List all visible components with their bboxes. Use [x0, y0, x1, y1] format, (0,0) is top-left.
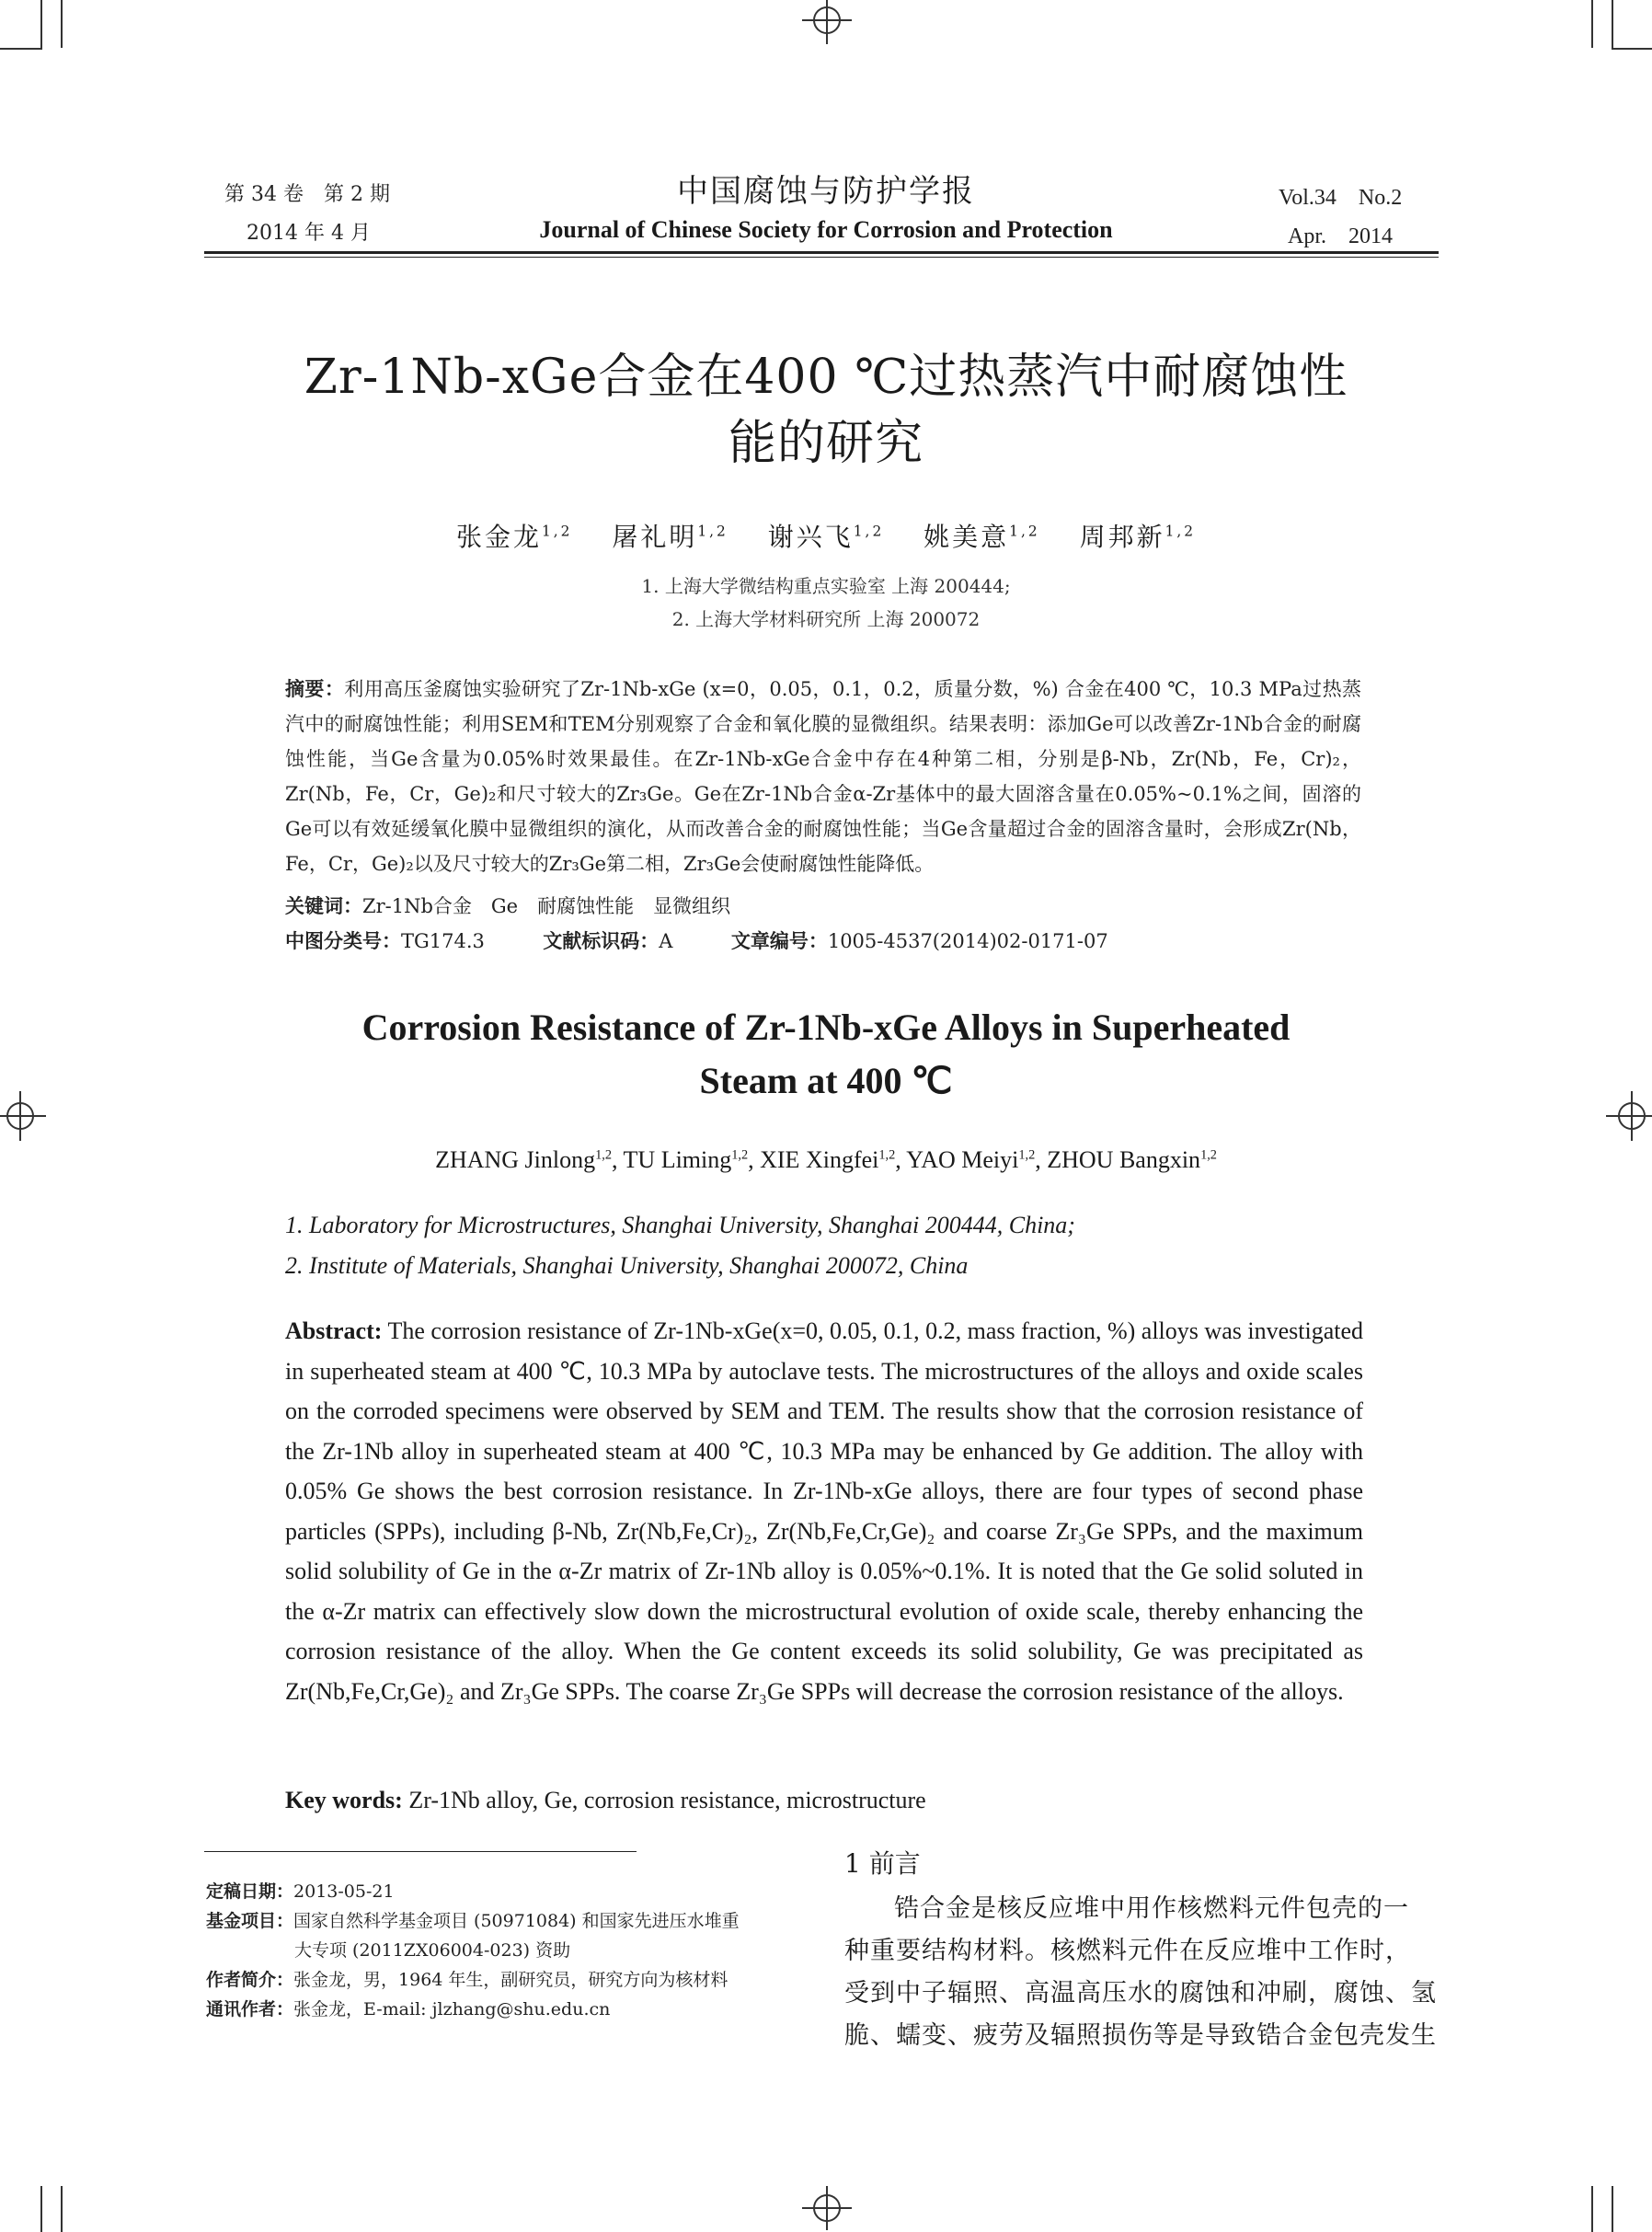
- keywords-cn: [285, 889, 1361, 924]
- author-en: ZHOU Bangxin$^{1,2}$: [1047, 1146, 1217, 1173]
- registration-mark-top: [802, 0, 852, 50]
- registration-mark-bottom: [802, 2180, 852, 2230]
- footnote-corresponding: 通讯作者：张金龙，E-mail: jlzhang@shu.edu.cn: [206, 1999, 611, 2019]
- date-cn: 2014 年 4 月: [247, 222, 371, 245]
- classification-line: [285, 924, 1361, 959]
- author-en: TU Liming$^{1,2}$: [623, 1146, 749, 1173]
- affiliation-cn-1: 1. 上海大学微结构重点实验室 上海 200444;: [641, 575, 1011, 597]
- paper-title-cn-line1: Zr-1Nb-xGe合金在400 ℃过热蒸汽中耐腐蚀性: [304, 350, 1348, 405]
- volume-issue-cn: 第 34 卷 第 2 期: [224, 183, 390, 206]
- author-en: ZHANG Jinlong$^{1,2}$: [435, 1146, 612, 1173]
- authors-cn: [0, 517, 1652, 554]
- author-en: XIE Xingfei$^{1,2}$: [760, 1146, 896, 1173]
- affiliation-cn-2: 2. 上海大学材料研究所 上海 200072: [671, 608, 981, 630]
- abstract-en-label: Abstract:: [285, 1317, 383, 1344]
- author-cn: 周邦新$^{1,2}$: [1079, 522, 1197, 552]
- header-rule-thin: [204, 257, 1439, 258]
- footnote-rule: [204, 1851, 637, 1852]
- volume-issue-en: Vol.34 No.2: [1279, 186, 1403, 210]
- footnotes: [206, 1877, 813, 2024]
- doc-code-label: 文献标识码：: [543, 929, 660, 952]
- affiliation-en-1: 1. Laboratory for Microstructures, Shanghai University, Shanghai 200444, China;: [285, 1212, 1075, 1238]
- footnote-fund-cont: 大专项 (2011ZX06004-023) 资助: [294, 1940, 571, 1961]
- intro-line: 种重要结构材料。核燃料元件在反应堆中工作时，: [844, 1937, 1411, 1965]
- affiliations-cn: [0, 570, 1652, 636]
- paper-title-cn: [0, 344, 1652, 477]
- authors-en: ZHANG Jinlong$^{1,2}$, TU Liming$^{1,2}$, XIE Xingfei$^{1,2}$, YAO Meiyi$^{1,2}$, ZHOU Bangxin$^{1,2}$: [435, 1146, 1217, 1173]
- footnote-author: 作者简介：张金龙，男，1964 年生，副研究员，研究方向为核材料: [206, 1970, 728, 1990]
- clc-label: 中图分类号：: [285, 929, 401, 952]
- abstract-cn-text: 利用高压釜腐蚀实验研究了Zr-1Nb-xGe (x=0，0.05，0.1，0.2，质量分数，%) 合金在400 ℃，10.3 MPa过热蒸汽中的耐腐蚀性能；利用SEM和TEM分别观察了合金和氧化膜的显微组织。结果表明：添加Ge可以改善Zr-1Nb合金的耐腐蚀性能，当Ge含量为0.05%时效果最佳。在Zr-1Nb-xGe合金中存在4种第二相，分别是β-Nb，Zr(Nb，Fe，Cr)₂，Zr(Nb，Fe，Cr，Ge)₂和尺寸较大的Zr₃Ge。Ge在Zr-1Nb合金α-Zr基体中的最大固溶含量在0.05%~0.1%之间，固溶的Ge可以有效延缓氧化膜中显微组织的演化，从而改善合金的耐腐蚀性能；当Ge含量超过合金的固溶含量时，会形成Zr(Nb，Fe，Cr，Ge)₂以及尺寸较大的Zr₃Ge第二相，Zr₃Ge会使耐腐蚀性能降低。: [285, 678, 1361, 875]
- affiliation-en-2: 2. Institute of Materials, Shanghai University, Shanghai 200072, China: [285, 1252, 969, 1279]
- header-rule: [204, 251, 1439, 254]
- section-title-intro: 1 前言: [844, 1848, 921, 1879]
- keywords-en-label: Key words:: [285, 1787, 403, 1813]
- intro-line: 受到中子辐照、高温高压水的腐蚀和冲刷，腐蚀、氢: [844, 1979, 1437, 2008]
- journal-title-en: Journal of Chinese Society for Corrosion and Protection: [539, 216, 1113, 243]
- footnote-fund: 基金项目：国家自然科学基金项目 (50971084) 和国家先进压水堆重: [206, 1911, 740, 1931]
- clc-value: TG174.3: [401, 930, 485, 952]
- author-cn: 张金龙$^{1,2}$: [455, 522, 573, 552]
- doc-code-value: A: [659, 930, 673, 952]
- intro-line: 脆、蠕变、疲劳及辐照损伤等是导致锆合金包壳发生: [844, 2021, 1437, 2050]
- intro-paragraph: [844, 1888, 1439, 2057]
- abstract-en: [285, 1311, 1363, 1711]
- paper-title-en-line1: Corrosion Resistance of Zr-1Nb-xGe Alloys in Superheated: [361, 1007, 1291, 1048]
- date-en: Apr. 2014: [1288, 224, 1393, 248]
- affiliations-en: [285, 1205, 1389, 1286]
- abstract-en-text: The corrosion resistance of Zr-1Nb-xGe(x=0, 0.05, 0.1, 0.2, mass fraction, %) alloys was investigated in superheated steam at 400 ℃, 10.3 MPa by autoclave tests. The microstructures of the alloys and oxide scales on the corroded specimens were observed by SEM and TEM. The results show that the corrosion resistance of the Zr-1Nb alloy in superheated steam at 400 ℃, 10.3 MPa may be enhanced by Ge addition. The alloy with 0.05% Ge shows the best corrosion resistance. In Zr-1Nb-xGe alloys, there are four types of second phase particles (SPPs), including β-Nb, Zr(Nb,Fe,Cr)₂, Zr(Nb,Fe,Cr,Ge)₂ and coarse Zr₃Ge SPPs, and the maximum solid solubility of Ge in the α-Zr matrix of Zr-1Nb alloy is 0.05%~0.1%. It is noted that the Ge solid soluted in the α-Zr matrix can effectively slow down the microstructural evolution of oxide scale, thereby enhancing the corrosion resistance of the alloy. When the Ge content exceeds its solid solubility, Ge was precipitated as Zr(Nb,Fe,Cr,Ge)₂ and Zr₃Ge SPPs. The coarse Zr₃Ge SPPs will decrease the corrosion resistance of the alloys.: [285, 1317, 1363, 1705]
- keywords-en-text: Zr-1Nb alloy, Ge, corrosion resistance, microstructure: [408, 1787, 926, 1813]
- keywords-cn-label: 关键词：: [285, 894, 362, 917]
- author-cn: 姚美意$^{1,2}$: [924, 522, 1040, 552]
- author-en: YAO Meiyi$^{1,2}$: [906, 1146, 1036, 1173]
- article-no-value: 1005-4537(2014)02-0171-07: [827, 930, 1108, 952]
- article-no-label: 文章编号：: [730, 929, 828, 952]
- author-cn: 屠礼明$^{1,2}$: [612, 522, 728, 552]
- paper-title-cn-line2: 能的研究: [728, 416, 924, 471]
- paper-title-en: [0, 1001, 1652, 1108]
- keywords-en: [285, 1780, 1363, 1821]
- author-cn: 谢兴飞$^{1,2}$: [767, 522, 885, 552]
- keywords-cn-text: Zr-1Nb合金 Ge 耐腐蚀性能 显微组织: [362, 895, 731, 917]
- abstract-cn: [285, 672, 1361, 881]
- abstract-cn-label: 摘要：: [285, 677, 345, 700]
- intro-line: 锆合金是核反应堆中用作核燃料元件包壳的一: [894, 1894, 1409, 1923]
- footnote-received: 定稿日期：2013-05-21: [206, 1881, 395, 1902]
- paper-title-en-line2: Steam at 400 ℃: [699, 1060, 953, 1101]
- journal-title-cn: 中国腐蚀与防护学报: [677, 173, 975, 210]
